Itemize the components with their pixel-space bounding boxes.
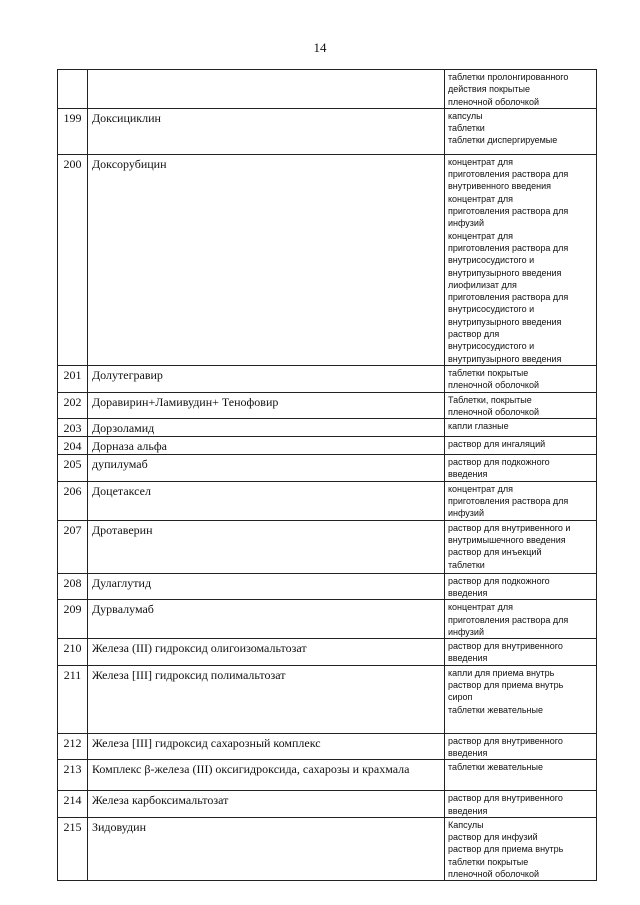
- dosage-forms: [445, 108, 597, 154]
- dosage-form-line: раствор для внутривенного: [448, 793, 563, 804]
- dosage-form-line: приготовления раствора для: [448, 206, 569, 217]
- dosage-form-line: раствор для внутривенного и: [448, 522, 571, 533]
- table-row: [58, 520, 597, 573]
- dosage-form-line: раствор для инфузий: [448, 832, 538, 843]
- dosage-form-line: инфузий: [448, 508, 484, 519]
- table-row: [58, 573, 597, 600]
- drug-name: Комплекс β-железа (III) оксигидроксида, сахарозы и крахмала: [88, 760, 445, 791]
- table-row: [58, 365, 597, 392]
- table-row: [58, 392, 597, 419]
- dosage-form-line: таблетки покрытые: [448, 856, 529, 867]
- dosage-form-line: концентрат для: [448, 602, 513, 613]
- dosage-forms: [445, 520, 597, 573]
- dosage-form-line: концентрат для: [448, 230, 513, 241]
- dosage-form-line: приготовления раствора для: [448, 496, 569, 507]
- dosage-form-line: сироп: [448, 692, 473, 703]
- drug-name: Дорзоламид: [88, 419, 445, 437]
- row-number: 208: [58, 573, 88, 600]
- table-row: [58, 791, 597, 818]
- drug-name: Долутегравир: [88, 365, 445, 392]
- drug-name: Доксорубицин: [88, 154, 445, 365]
- row-number: 214: [58, 791, 88, 818]
- drug-name: Дулаглутид: [88, 573, 445, 600]
- row-number: 211: [58, 665, 88, 733]
- dosage-forms: [445, 733, 597, 760]
- dosage-forms: [445, 600, 597, 639]
- row-number: 207: [58, 520, 88, 573]
- dosage-form-line: пленочной оболочкой: [448, 869, 539, 880]
- dosage-form-line: таблетки: [448, 123, 485, 134]
- table-row: [58, 154, 597, 365]
- drug-name: Доксициклин: [88, 108, 445, 154]
- dosage-form-line: раствор для инъекций: [448, 547, 542, 558]
- dosage-form-line: инфузий: [448, 218, 484, 229]
- dosage-form-line: раствор для подкожного: [448, 575, 550, 586]
- dosage-form-line: внутрисосудистого и: [448, 255, 535, 266]
- table-row: [58, 600, 597, 639]
- dosage-form-line: раствор для приема внутрь: [448, 679, 564, 690]
- dosage-form-line: раствор для подкожного: [448, 457, 550, 468]
- row-number: [58, 70, 88, 109]
- dosage-forms: [445, 70, 597, 109]
- dosage-form-line: таблетки диспергируемые: [448, 135, 558, 146]
- dosage-form-line: раствор для: [448, 329, 500, 340]
- row-number: 202: [58, 392, 88, 419]
- dosage-form-line: Таблетки, покрытые: [448, 394, 532, 405]
- dosage-form-line: инфузий: [448, 626, 484, 637]
- dosage-form-line: Капсулы: [448, 819, 484, 830]
- drug-name: Дорназа альфа: [88, 437, 445, 455]
- dosage-forms: [445, 419, 597, 437]
- dosage-form-line: раствор для ингаляций: [448, 439, 546, 450]
- dosage-forms: [445, 455, 597, 482]
- dosage-form-line: пленочной оболочкой: [448, 380, 539, 391]
- dosage-forms: [445, 573, 597, 600]
- table-row: [58, 639, 597, 666]
- drug-table: [57, 69, 597, 881]
- dosage-forms: [445, 437, 597, 455]
- row-number: 199: [58, 108, 88, 154]
- drug-name: Железа [III] гидроксид сахарозный комплекс: [88, 733, 445, 760]
- dosage-forms: [445, 791, 597, 818]
- dosage-form-line: внутрипузырного введения: [448, 316, 562, 327]
- dosage-form-line: раствор для приема внутрь: [448, 844, 564, 855]
- dosage-form-line: внутримышечного введения: [448, 534, 566, 545]
- row-number: 201: [58, 365, 88, 392]
- dosage-form-line: пленочной оболочкой: [448, 406, 539, 417]
- dosage-form-line: действия покрытые: [448, 84, 530, 95]
- dosage-form-line: раствор для внутривенного: [448, 641, 563, 652]
- dosage-form-line: внутрисосудистого и: [448, 304, 535, 315]
- dosage-form-line: капли глазные: [448, 421, 509, 432]
- table-row: [58, 437, 597, 455]
- dosage-form-line: таблетки жевательные: [448, 704, 543, 715]
- table-row: [58, 455, 597, 482]
- row-number: 210: [58, 639, 88, 666]
- table-row: [58, 760, 597, 791]
- dosage-form-line: введения: [448, 587, 488, 598]
- row-number: 213: [58, 760, 88, 791]
- dosage-form-line: внутрисосудистого и: [448, 341, 535, 352]
- drug-name: дупилумаб: [88, 455, 445, 482]
- dosage-forms: [445, 665, 597, 733]
- dosage-form-line: внутривенного введения: [448, 181, 552, 192]
- dosage-forms: [445, 154, 597, 365]
- row-number: 204: [58, 437, 88, 455]
- row-number: 215: [58, 817, 88, 880]
- dosage-form-line: введения: [448, 747, 488, 758]
- page-number: 14: [313, 40, 327, 55]
- dosage-forms: [445, 392, 597, 419]
- row-number: 203: [58, 419, 88, 437]
- dosage-form-line: внутрипузырного введения: [448, 267, 562, 278]
- dosage-form-line: таблетки жевательные: [448, 762, 543, 773]
- row-number: 209: [58, 600, 88, 639]
- drug-name: Дурвалумаб: [88, 600, 445, 639]
- drug-name: Железа [III] гидроксид полимальтозат: [88, 665, 445, 733]
- row-number: 212: [58, 733, 88, 760]
- dosage-form-line: приготовления раствора для: [448, 614, 569, 625]
- table-row: [58, 481, 597, 520]
- drug-name: Доцетаксел: [88, 481, 445, 520]
- dosage-form-line: раствор для внутривенного: [448, 735, 563, 746]
- row-number: 205: [58, 455, 88, 482]
- dosage-form-line: таблетки покрытые: [448, 367, 529, 378]
- dosage-form-line: капли для приема внутрь: [448, 667, 555, 678]
- table-row: [58, 419, 597, 437]
- drug-name: Доравирин+Ламивудин+ Тенофовир: [88, 392, 445, 419]
- table-row: [58, 70, 597, 109]
- table-row: [58, 817, 597, 880]
- drug-name: Железа (III) гидроксид олигоизомальтозат: [88, 639, 445, 666]
- dosage-forms: [445, 639, 597, 666]
- drug-name: [88, 70, 445, 109]
- dosage-form-line: приготовления раствора для: [448, 242, 569, 253]
- table-row: [58, 108, 597, 154]
- drug-name: Зидовудин: [88, 817, 445, 880]
- dosage-form-line: введения: [448, 805, 488, 816]
- dosage-form-line: внутрипузырного введения: [448, 353, 562, 364]
- dosage-form-line: приготовления раствора для: [448, 292, 569, 303]
- dosage-form-line: введения: [448, 653, 488, 664]
- dosage-forms: [445, 365, 597, 392]
- drug-name: Дротаверин: [88, 520, 445, 573]
- dosage-form-line: пленочной оболочкой: [448, 96, 539, 107]
- row-number: 206: [58, 481, 88, 520]
- dosage-forms: [445, 817, 597, 880]
- row-number: 200: [58, 154, 88, 365]
- dosage-forms: [445, 481, 597, 520]
- dosage-form-line: таблетки: [448, 559, 485, 570]
- dosage-forms: [445, 760, 597, 791]
- dosage-form-line: концентрат для: [448, 483, 513, 494]
- dosage-form-line: концентрат для: [448, 193, 513, 204]
- dosage-form-line: введения: [448, 469, 488, 480]
- dosage-form-line: концентрат для: [448, 156, 513, 167]
- drug-name: Железа карбоксимальтозат: [88, 791, 445, 818]
- dosage-form-line: приготовления раствора для: [448, 169, 569, 180]
- table-row: [58, 733, 597, 760]
- dosage-form-line: таблетки пролонгированного: [448, 72, 569, 82]
- dosage-form-line: лиофилизат для: [448, 279, 517, 290]
- table-row: [58, 665, 597, 733]
- dosage-form-line: капсулы: [448, 110, 483, 121]
